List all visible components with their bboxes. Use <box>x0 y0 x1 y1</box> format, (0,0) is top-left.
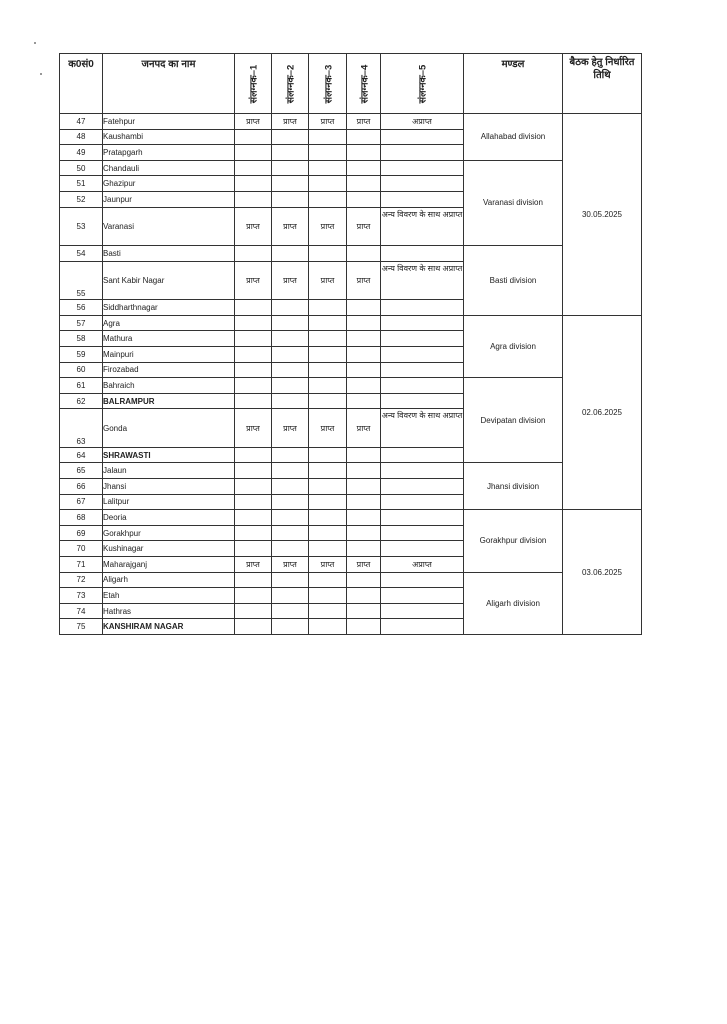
annexure-2-status <box>272 494 309 510</box>
annexure-4-status: प्राप्त <box>347 556 381 572</box>
division-name: Basti division <box>464 246 563 316</box>
annexure-4-status <box>347 510 381 526</box>
annexure-1-status <box>235 619 272 635</box>
header-annexure-5: संलग्नक–5 <box>381 54 464 114</box>
annexure-5-status: अन्य विवरण के साथ अप्राप्त <box>381 207 464 246</box>
division-name: Gorakhpur division <box>464 510 563 572</box>
annexure-1-status <box>235 315 272 331</box>
annexure-1-status <box>235 588 272 604</box>
annexure-2-status <box>272 463 309 479</box>
division-name: Jhansi division <box>464 463 563 510</box>
annexure-2-status <box>272 479 309 495</box>
annexure-2-status <box>272 619 309 635</box>
meeting-date: 30.05.2025 <box>563 114 642 316</box>
district-name: Gorakhpur <box>103 525 235 541</box>
annexure-4-status <box>347 246 381 262</box>
district-name: Lalitpur <box>103 494 235 510</box>
serial-number: 61 <box>60 378 103 394</box>
annexure-5-status <box>381 191 464 207</box>
annexure-4-status <box>347 145 381 161</box>
annexure-5-status <box>381 463 464 479</box>
annexure-4-status <box>347 447 381 463</box>
district-name: Varanasi <box>103 207 235 246</box>
annexure-1-status <box>235 160 272 176</box>
annexure-1-status <box>235 572 272 588</box>
serial-number: 53 <box>60 207 103 246</box>
annexure-1-status <box>235 447 272 463</box>
scan-speck <box>40 73 42 75</box>
annexure-4-status: प्राप्त <box>347 261 381 300</box>
annexure-2-status <box>272 246 309 262</box>
annexure-1-status: प्राप्त <box>235 409 272 448</box>
annexure-5-status <box>381 541 464 557</box>
district-name: Pratapgarh <box>103 145 235 161</box>
division-name: Aligarh division <box>464 572 563 634</box>
district-name: Fatehpur <box>103 114 235 130</box>
annexure-3-status <box>309 315 347 331</box>
serial-number: 65 <box>60 463 103 479</box>
serial-number: 62 <box>60 393 103 409</box>
district-name: Gonda <box>103 409 235 448</box>
district-name: Bahraich <box>103 378 235 394</box>
district-name: Deoria <box>103 510 235 526</box>
district-name: KANSHIRAM NAGAR <box>103 619 235 635</box>
annexure-4-status <box>347 588 381 604</box>
district-name: Jhansi <box>103 479 235 495</box>
annexure-1-status: प्राप्त <box>235 207 272 246</box>
header-annexure-2: संलग्नक–2 <box>272 54 309 114</box>
serial-number: 64 <box>60 447 103 463</box>
annexure-3-status <box>309 331 347 347</box>
district-name: Mathura <box>103 331 235 347</box>
serial-number: 68 <box>60 510 103 526</box>
meeting-date: 03.06.2025 <box>563 510 642 635</box>
annexure-2-status <box>272 525 309 541</box>
annexure-4-status <box>347 479 381 495</box>
table-row <box>60 315 642 331</box>
annexure-5-status <box>381 160 464 176</box>
annexure-4-status <box>347 300 381 316</box>
annexure-4-status <box>347 572 381 588</box>
annexure-2-status <box>272 331 309 347</box>
annexure-3-status <box>309 362 347 378</box>
annexure-3-status <box>309 572 347 588</box>
district-name: Hathras <box>103 603 235 619</box>
annexure-3-status <box>309 479 347 495</box>
annexure-5-status <box>381 525 464 541</box>
annexure-3-status: प्राप्त <box>309 409 347 448</box>
serial-number: 72 <box>60 572 103 588</box>
annexure-2-status <box>272 572 309 588</box>
annexure-4-status <box>347 129 381 145</box>
table-row <box>60 114 642 130</box>
annexure-3-status: प्राप्त <box>309 556 347 572</box>
district-name: BALRAMPUR <box>103 393 235 409</box>
serial-number: 48 <box>60 129 103 145</box>
annexure-5-status <box>381 362 464 378</box>
annexure-1-status <box>235 246 272 262</box>
annexure-1-status <box>235 129 272 145</box>
annexure-2-status <box>272 145 309 161</box>
annexure-2-status: प्राप्त <box>272 114 309 130</box>
serial-number: 70 <box>60 541 103 557</box>
district-name: Firozabad <box>103 362 235 378</box>
annexure-4-status <box>347 160 381 176</box>
annexure-1-status <box>235 300 272 316</box>
district-name: Ghazipur <box>103 176 235 192</box>
serial-number: 75 <box>60 619 103 635</box>
annexure-3-status <box>309 300 347 316</box>
district-name: Sant Kabir Nagar <box>103 261 235 300</box>
annexure-2-status <box>272 541 309 557</box>
annexure-3-status <box>309 603 347 619</box>
annexure-5-status <box>381 479 464 495</box>
serial-number: 47 <box>60 114 103 130</box>
header-annexure-1: संलग्नक–1 <box>235 54 272 114</box>
annexure-5-status <box>381 447 464 463</box>
annexure-5-status: अप्राप्त <box>381 556 464 572</box>
annexure-2-status <box>272 191 309 207</box>
header-annexure-4: संलग्नक–4 <box>347 54 381 114</box>
annexure-2-status <box>272 176 309 192</box>
annexure-4-status <box>347 331 381 347</box>
serial-number: 67 <box>60 494 103 510</box>
district-name: Agra <box>103 315 235 331</box>
annexure-4-status <box>347 315 381 331</box>
header-division: मण्डल <box>464 54 563 114</box>
serial-number: 69 <box>60 525 103 541</box>
annexure-2-status: प्राप्त <box>272 261 309 300</box>
annexure-2-status <box>272 346 309 362</box>
annexure-4-status <box>347 619 381 635</box>
table-row <box>60 246 642 262</box>
district-name: Kushinagar <box>103 541 235 557</box>
header-meeting-date: बैठक हेतु निर्धारित तिथि <box>563 54 642 114</box>
serial-number: 52 <box>60 191 103 207</box>
serial-number: 49 <box>60 145 103 161</box>
annexure-1-status <box>235 541 272 557</box>
serial-number: 54 <box>60 246 103 262</box>
serial-number: 63 <box>60 409 103 448</box>
annexure-2-status <box>272 447 309 463</box>
annexure-4-status: प्राप्त <box>347 207 381 246</box>
table-row <box>60 160 642 176</box>
serial-number: 51 <box>60 176 103 192</box>
serial-number: 59 <box>60 346 103 362</box>
annexure-2-status <box>272 603 309 619</box>
annexure-3-status <box>309 541 347 557</box>
serial-number: 74 <box>60 603 103 619</box>
annexure-5-status <box>381 145 464 161</box>
serial-number: 60 <box>60 362 103 378</box>
annexure-3-status <box>309 619 347 635</box>
annexure-2-status <box>272 588 309 604</box>
annexure-2-status <box>272 160 309 176</box>
annexure-1-status <box>235 362 272 378</box>
annexure-2-status <box>272 300 309 316</box>
annexure-3-status: प्राप्त <box>309 261 347 300</box>
annexure-5-status <box>381 588 464 604</box>
annexure-4-status <box>347 191 381 207</box>
annexure-2-status: प्राप्त <box>272 207 309 246</box>
annexure-1-status <box>235 525 272 541</box>
annexure-1-status <box>235 378 272 394</box>
division-name: Devipatan division <box>464 378 563 463</box>
annexure-3-status <box>309 510 347 526</box>
annexure-2-status <box>272 315 309 331</box>
annexure-3-status <box>309 378 347 394</box>
annexure-3-status <box>309 588 347 604</box>
district-name: Kaushambi <box>103 129 235 145</box>
annexure-5-status <box>381 300 464 316</box>
annexure-1-status <box>235 176 272 192</box>
district-name: Chandauli <box>103 160 235 176</box>
annexure-2-status <box>272 510 309 526</box>
annexure-3-status: प्राप्त <box>309 207 347 246</box>
annexure-3-status <box>309 176 347 192</box>
annexure-2-status <box>272 393 309 409</box>
annexure-1-status <box>235 463 272 479</box>
header-district: जनपद का नाम <box>103 54 235 114</box>
annexure-4-status <box>347 541 381 557</box>
annexure-1-status <box>235 510 272 526</box>
district-name: SHRAWASTI <box>103 447 235 463</box>
district-name: Basti <box>103 246 235 262</box>
district-name: Jalaun <box>103 463 235 479</box>
annexure-1-status: प्राप्त <box>235 556 272 572</box>
serial-number: 73 <box>60 588 103 604</box>
table-row <box>60 378 642 394</box>
annexure-3-status <box>309 525 347 541</box>
annexure-5-status <box>381 572 464 588</box>
annexure-4-status <box>347 494 381 510</box>
annexure-3-status: प्राप्त <box>309 114 347 130</box>
annexure-3-status <box>309 393 347 409</box>
district-name: Siddharthnagar <box>103 300 235 316</box>
division-name: Allahabad division <box>464 114 563 161</box>
annexure-5-status <box>381 246 464 262</box>
serial-number: 66 <box>60 479 103 495</box>
annexure-2-status <box>272 362 309 378</box>
district-name: Maharajganj <box>103 556 235 572</box>
header-annexure-3: संलग्नक–3 <box>309 54 347 114</box>
annexure-1-status <box>235 191 272 207</box>
annexure-5-status <box>381 129 464 145</box>
annexure-2-status <box>272 129 309 145</box>
district-name: Mainpuri <box>103 346 235 362</box>
serial-number: 71 <box>60 556 103 572</box>
district-name: Etah <box>103 588 235 604</box>
annexure-3-status <box>309 346 347 362</box>
district-name: Aligarh <box>103 572 235 588</box>
annexure-1-status <box>235 479 272 495</box>
annexure-3-status <box>309 145 347 161</box>
annexure-3-status <box>309 447 347 463</box>
annexure-5-status: अप्राप्त <box>381 114 464 130</box>
annexure-4-status <box>347 603 381 619</box>
annexure-1-status <box>235 331 272 347</box>
serial-number: 58 <box>60 331 103 347</box>
annexure-1-status <box>235 603 272 619</box>
annexure-1-status <box>235 393 272 409</box>
annexure-4-status <box>347 176 381 192</box>
annexure-1-status <box>235 346 272 362</box>
annexure-5-status <box>381 315 464 331</box>
annexure-3-status <box>309 191 347 207</box>
annexure-1-status <box>235 145 272 161</box>
district-status-table <box>59 53 642 635</box>
annexure-5-status: अन्य विवरण के साथ अप्राप्त <box>381 261 464 300</box>
annexure-4-status <box>347 393 381 409</box>
header-row <box>60 54 642 114</box>
annexure-4-status <box>347 362 381 378</box>
annexure-4-status: प्राप्त <box>347 114 381 130</box>
annexure-5-status: अन्य विवरण के साथ अप्राप्त <box>381 409 464 448</box>
annexure-5-status <box>381 494 464 510</box>
annexure-4-status <box>347 525 381 541</box>
table-row <box>60 463 642 479</box>
annexure-4-status <box>347 463 381 479</box>
table-row <box>60 572 642 588</box>
annexure-4-status <box>347 346 381 362</box>
serial-number: 55 <box>60 261 103 300</box>
annexure-1-status: प्राप्त <box>235 114 272 130</box>
annexure-2-status: प्राप्त <box>272 556 309 572</box>
annexure-4-status: प्राप्त <box>347 409 381 448</box>
annexure-5-status <box>381 603 464 619</box>
annexure-4-status <box>347 378 381 394</box>
serial-number: 57 <box>60 315 103 331</box>
table-row <box>60 510 642 526</box>
serial-number: 50 <box>60 160 103 176</box>
annexure-5-status <box>381 346 464 362</box>
meeting-date: 02.06.2025 <box>563 315 642 509</box>
district-name: Jaunpur <box>103 191 235 207</box>
scan-speck <box>34 42 36 44</box>
annexure-3-status <box>309 160 347 176</box>
annexure-5-status <box>381 378 464 394</box>
annexure-5-status <box>381 176 464 192</box>
header-serial: क0सं0 <box>60 54 103 114</box>
annexure-5-status <box>381 619 464 635</box>
serial-number: 56 <box>60 300 103 316</box>
annexure-3-status <box>309 246 347 262</box>
annexure-3-status <box>309 463 347 479</box>
annexure-3-status <box>309 494 347 510</box>
division-name: Varanasi division <box>464 160 563 245</box>
annexure-2-status: प्राप्त <box>272 409 309 448</box>
annexure-1-status: प्राप्त <box>235 261 272 300</box>
annexure-5-status <box>381 331 464 347</box>
annexure-5-status <box>381 510 464 526</box>
annexure-3-status <box>309 129 347 145</box>
annexure-1-status <box>235 494 272 510</box>
annexure-2-status <box>272 378 309 394</box>
division-name: Agra division <box>464 315 563 377</box>
annexure-5-status <box>381 393 464 409</box>
